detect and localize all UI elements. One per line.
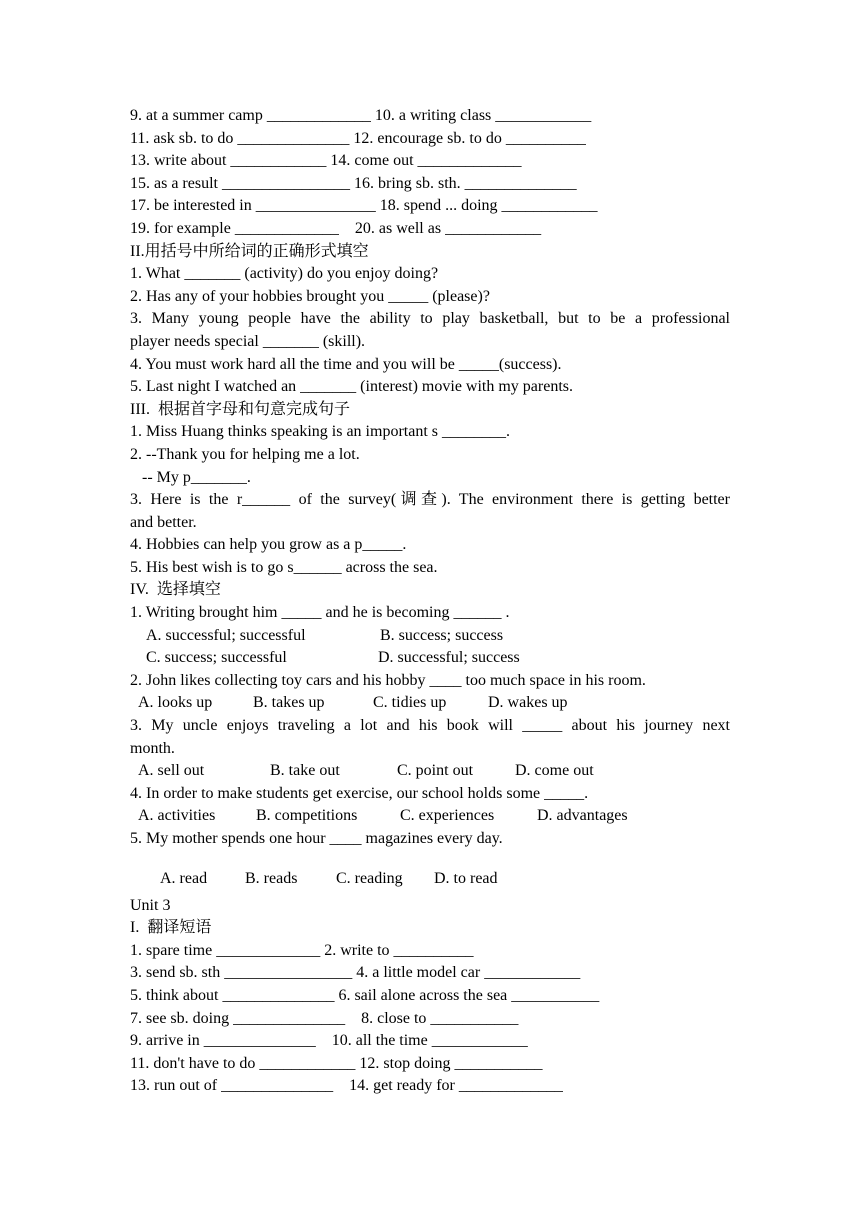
phrase-row bbox=[130, 128, 730, 151]
phrase: 11. don't have to do ____________ bbox=[130, 1054, 356, 1072]
phrase: 19. for example _____________ bbox=[130, 219, 339, 237]
phrase-row bbox=[130, 195, 730, 218]
phrase: 4. a little model car ____________ bbox=[356, 964, 581, 982]
question: 5. Last night I watched an _______ (interest) movie with my parents. bbox=[130, 378, 574, 396]
phrase: 20. as well as ____________ bbox=[354, 219, 542, 237]
option: D. wakes up bbox=[488, 694, 568, 712]
options-row bbox=[130, 692, 730, 715]
phrase-row bbox=[130, 962, 730, 985]
phrase: 9. arrive in ______________ bbox=[130, 1032, 316, 1050]
option: A. looks up bbox=[138, 694, 213, 712]
phrase-row bbox=[130, 105, 730, 128]
question: 3. Many young people have the ability to play basketball, but to be a professional bbox=[130, 310, 730, 328]
phrase-row bbox=[130, 985, 730, 1008]
phrase: 13. write about ____________ bbox=[130, 152, 327, 170]
phrase-row bbox=[130, 1053, 730, 1076]
question: 3. Here is the r______ of the survey(调查). The environment there is getting better bbox=[130, 491, 730, 509]
option: A. successful; successful bbox=[146, 626, 306, 644]
question-continuation: player needs special _______ (skill). bbox=[130, 332, 366, 350]
option: C. success; successful bbox=[146, 649, 287, 667]
section-title: II.用括号中所给词的正确形式填空 bbox=[130, 242, 369, 260]
question-continuation: month. bbox=[130, 739, 175, 757]
option: B. takes up bbox=[253, 694, 325, 712]
question: 4. You must work hard all the time and you will be _____(success). bbox=[130, 355, 562, 373]
phrase: 10. all the time ____________ bbox=[331, 1032, 528, 1050]
option: B. take out bbox=[270, 762, 340, 780]
question: 4. In order to make students get exercise, our school holds some _____. bbox=[130, 784, 589, 802]
question: 1. Writing brought him _____ and he is becoming ______ . bbox=[130, 604, 510, 622]
question: 5. His best wish is to go s______ across the sea. bbox=[130, 558, 438, 576]
question-continuation: -- My p_______. bbox=[130, 468, 251, 486]
options-row bbox=[130, 805, 730, 828]
phrase-row bbox=[130, 1008, 730, 1031]
options-row bbox=[130, 647, 730, 670]
phrase: 12. encourage sb. to do __________ bbox=[353, 129, 586, 147]
option: B. success; success bbox=[380, 626, 504, 644]
phrase: 11. ask sb. to do ______________ bbox=[130, 129, 350, 147]
phrase: 3. send sb. sth ________________ bbox=[130, 964, 353, 982]
option: A. sell out bbox=[138, 762, 205, 780]
phrase: 12. stop doing ___________ bbox=[359, 1054, 543, 1072]
phrase-row bbox=[130, 150, 730, 173]
phrase: 1. spare time _____________ bbox=[130, 941, 321, 959]
phrase: 5. think about ______________ bbox=[130, 987, 335, 1005]
phrase: 9. at a summer camp _____________ bbox=[130, 107, 371, 124]
phrase: 2. write to __________ bbox=[324, 941, 474, 959]
unit-title: Unit 3 bbox=[130, 896, 171, 914]
phrase: 7. see sb. doing ______________ bbox=[130, 1009, 346, 1027]
phrase: 16. bring sb. sth. ______________ bbox=[353, 174, 577, 192]
option: A. activities bbox=[138, 807, 216, 825]
section-title: III. 根据首字母和句意完成句子 bbox=[130, 400, 350, 418]
phrase: 14. come out _____________ bbox=[330, 152, 522, 170]
question-continuation: and better. bbox=[130, 513, 197, 531]
phrase: 6. sail alone across the sea ___________ bbox=[338, 987, 600, 1005]
phrase: 17. be interested in _______________ bbox=[130, 197, 376, 215]
option: D. come out bbox=[515, 762, 594, 780]
section-title: IV. 选择填空 bbox=[130, 581, 221, 599]
question: 1. What _______ (activity) do you enjoy doing? bbox=[130, 265, 439, 283]
option: C. point out bbox=[397, 762, 474, 780]
option: C. tidies up bbox=[373, 694, 447, 712]
question: 2. --Thank you for helping me a lot. bbox=[130, 445, 360, 463]
phrase-row bbox=[130, 940, 730, 963]
phrase: 10. a writing class ____________ bbox=[374, 107, 592, 124]
options-row bbox=[130, 760, 730, 783]
question: 3. My uncle enjoys traveling a lot and his book will _____ about his journey next bbox=[130, 717, 730, 735]
phrase: 15. as a result ________________ bbox=[130, 174, 350, 192]
option: C. reading bbox=[336, 870, 403, 888]
worksheet-content bbox=[130, 105, 730, 1098]
question: 4. Hobbies can help you grow as a p_____. bbox=[130, 536, 407, 554]
phrase: 13. run out of ______________ bbox=[130, 1077, 334, 1095]
phrase: 8. close to ___________ bbox=[361, 1009, 519, 1027]
phrase-row bbox=[130, 218, 730, 241]
phrase-row bbox=[130, 1030, 730, 1053]
option: C. experiences bbox=[400, 807, 495, 825]
phrase-row bbox=[130, 173, 730, 196]
phrase: 14. get ready for _____________ bbox=[349, 1077, 563, 1095]
question: 2. Has any of your hobbies brought you _____ (please)? bbox=[130, 287, 490, 305]
options-row bbox=[130, 625, 730, 648]
question: 2. John likes collecting toy cars and his hobby ____ too much space in his room. bbox=[130, 671, 646, 689]
question: 5. My mother spends one hour ____ magazines every day. bbox=[130, 830, 503, 847]
option: B. competitions bbox=[256, 807, 358, 825]
options-row bbox=[130, 868, 730, 891]
option: B. reads bbox=[245, 870, 298, 888]
blank-spacer bbox=[130, 851, 730, 869]
option: D. successful; success bbox=[378, 649, 520, 667]
option: D. advantages bbox=[537, 807, 628, 825]
option: D. to read bbox=[434, 870, 498, 888]
question: 1. Miss Huang thinks speaking is an important s ________. bbox=[130, 423, 510, 441]
phrase-row bbox=[130, 1075, 730, 1098]
option: A. read bbox=[160, 870, 208, 888]
section-title: I. 翻译短语 bbox=[130, 919, 212, 937]
phrase: 18. spend ... doing ____________ bbox=[379, 197, 598, 215]
